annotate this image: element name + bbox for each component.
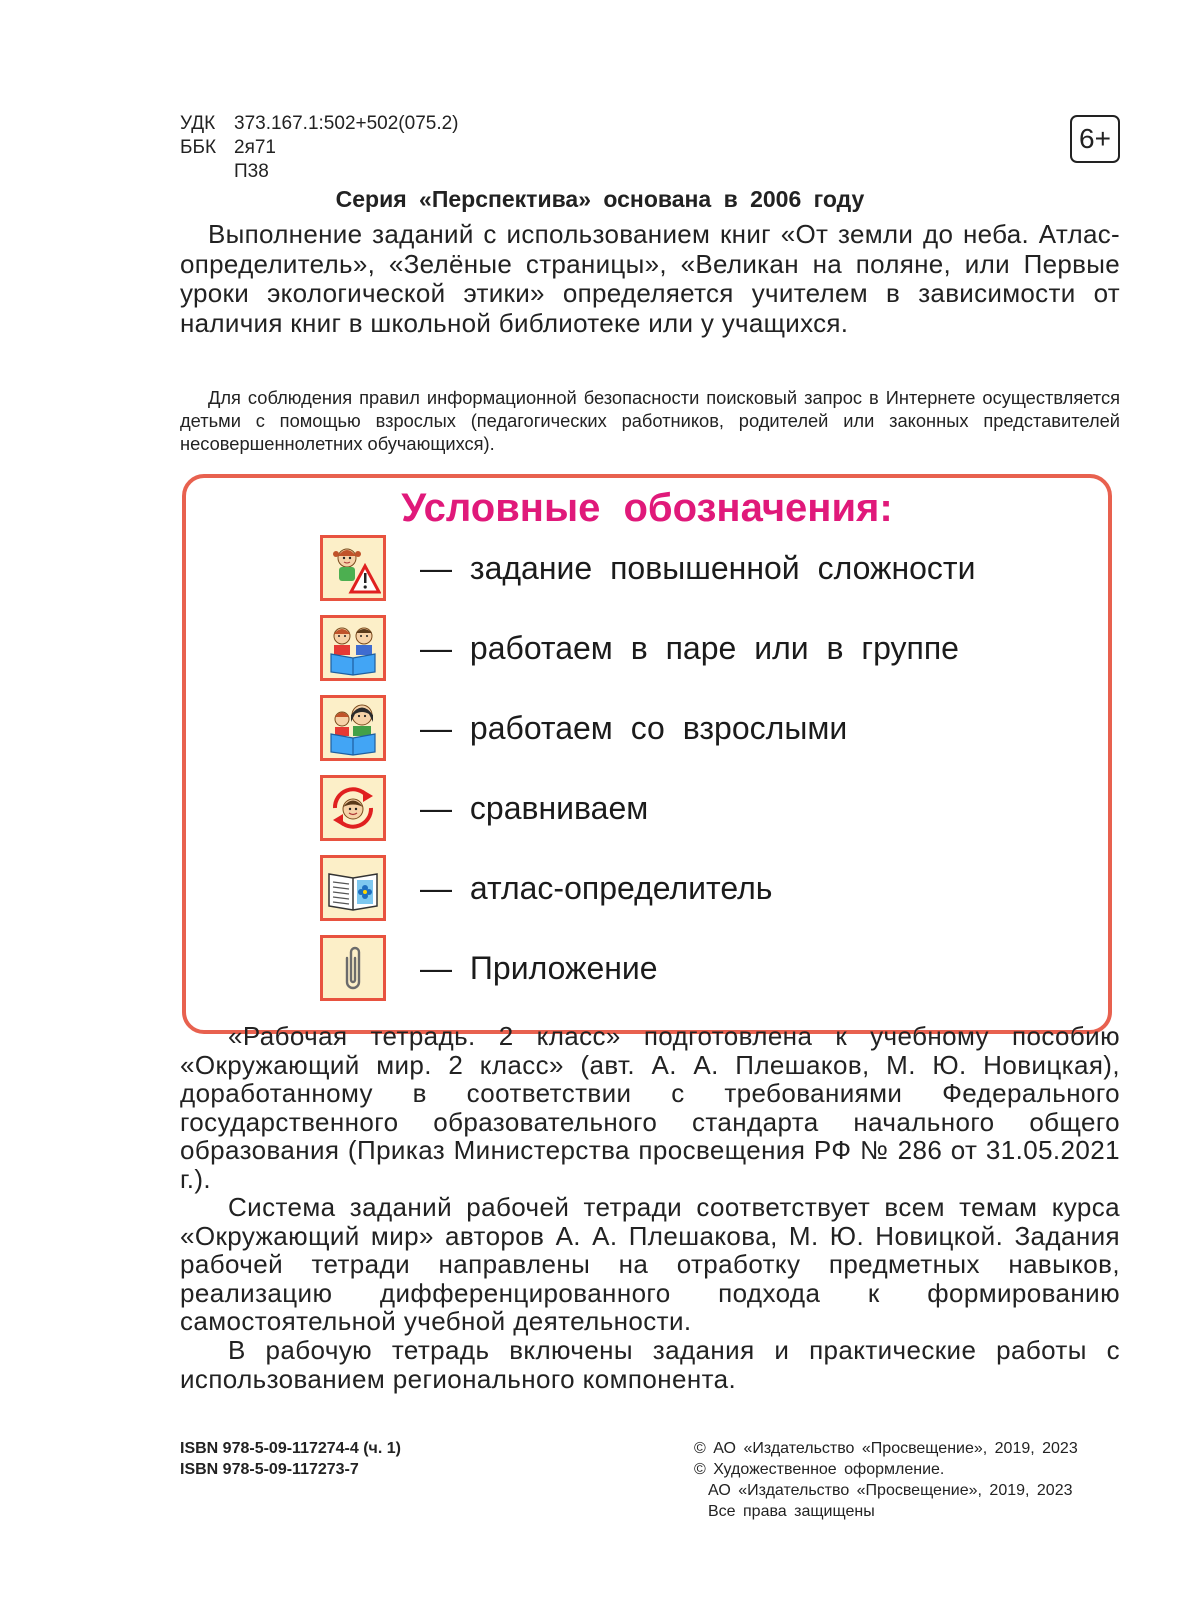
copyright-line: АО «Издательство «Просвещение», 2019, 2023 — [708, 1482, 1073, 1499]
legend-item-label: — работаем со взрослыми — [420, 709, 848, 746]
legend-item-label: — задание повышенной сложности — [420, 549, 976, 586]
isbn-line: ISBN 978-5-09-117273-7 — [180, 1461, 359, 1478]
isbn-block — [180, 1438, 401, 1480]
legend-title: Условные обозначения: — [401, 486, 893, 530]
legend-item-label: — работаем в паре или в группе — [420, 629, 959, 666]
legend-item-label: — Приложение — [420, 949, 658, 986]
legend-item — [320, 852, 772, 924]
paperclip-icon — [320, 935, 386, 1001]
difficult-task-icon — [320, 535, 386, 601]
pair-work-icon — [320, 615, 386, 681]
legend-item — [320, 932, 658, 1004]
body-paragraph: В рабочую тетрадь включены задания и практические работы с использованием регионального компонента. — [180, 1335, 1120, 1394]
legend-box — [182, 474, 1112, 1034]
bbk-value: 2я71 — [234, 137, 276, 158]
legend-item-label: — атлас-определитель — [420, 869, 773, 906]
body-paragraph: Система заданий рабочей тетради соответствует всем темам курса «Окружающий мир» авторов А. А. Плешакова, М. Ю. Новицкой. Задания рабочей тетради направлены на отработку предметных навыков, реализацию дифференцированного подхода к формированию самостоятельной учебной деятельности. — [180, 1192, 1120, 1336]
copyright-line: © АО «Издательство «Просвещение», 2019, 2023 — [694, 1440, 1078, 1457]
isbn-line: ISBN 978-5-09-117274-4 (ч. 1) — [180, 1440, 401, 1457]
legend-item — [320, 692, 847, 764]
intro-paragraph: Выполнение заданий с использованием книг «От земли до неба. Атлас-определитель», «Зелёные страницы», «Великан на поляне, или Первые уроки экологической этики» определяется учителем в зависимости от наличия книг в школьной библиотеке или у учащихся. — [180, 219, 1120, 338]
compare-icon — [320, 775, 386, 841]
legend-item — [320, 532, 975, 604]
series-line: Серия «Перспектива» основана в 2006 году — [335, 186, 865, 212]
legend-item — [320, 612, 959, 684]
legend-item — [320, 772, 648, 844]
copyright-line: Все права защищены — [708, 1503, 875, 1520]
bbk-label: ББК — [180, 137, 217, 158]
legend-item-label: — сравниваем — [420, 789, 649, 826]
safety-note: Для соблюдения правил информационной безопасности поисковый запрос в Интернете осуществляется детьми с помощью взрослых (педагогических работников, родителей или законных представителей несовершеннолетних обучающихся). — [180, 387, 1120, 454]
bibliographic-codes — [180, 112, 459, 184]
body-paragraph: «Рабочая тетрадь. 2 класс» подготовлена к учебному пособию «Окружающий мир. 2 класс» (авт. А. А. Плешаков, М. Ю. Новицкая), доработанному в соответствии с требованиями Федерального государственного образовательного стандарта начального общего образования (Приказ Министерства просвещения РФ № 286 от 31.05.2021 г.). — [180, 1021, 1120, 1194]
atlas-icon — [320, 855, 386, 921]
adult-work-icon — [320, 695, 386, 761]
udk-label: УДК — [180, 113, 216, 134]
udk-value: 373.167.1:502+502(075.2) — [234, 113, 459, 134]
copyright-block — [694, 1438, 1078, 1522]
age-rating-badge: 6+ — [1070, 115, 1120, 163]
copyright-line: © Художественное оформление. — [694, 1461, 945, 1478]
author-code: П38 — [234, 161, 269, 182]
